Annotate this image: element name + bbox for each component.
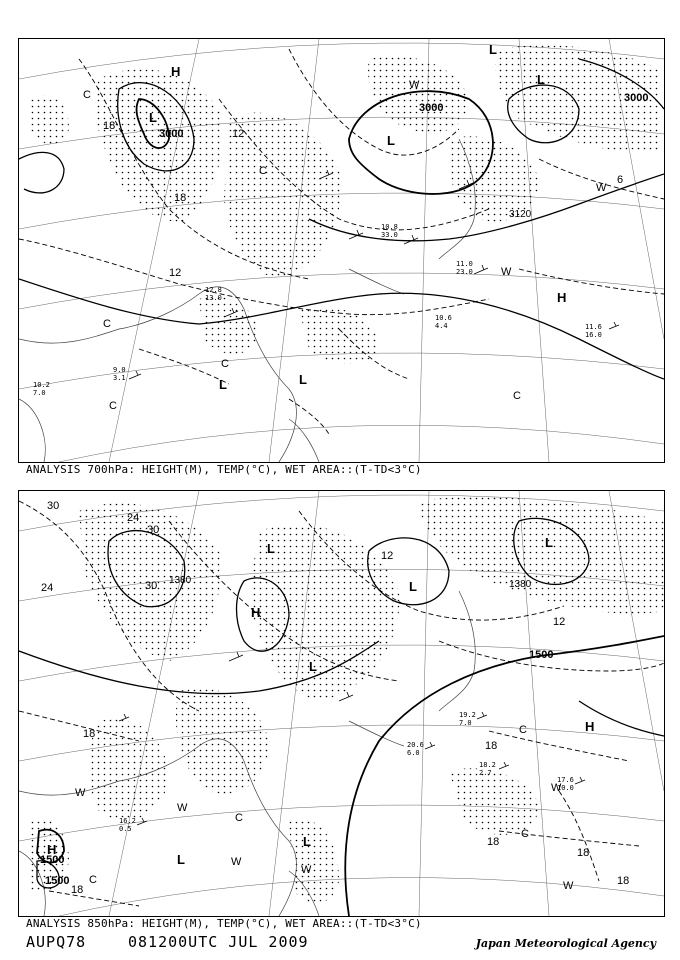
cold-mark: C — [521, 828, 529, 840]
cold-mark: C — [235, 812, 243, 824]
temp-label: 18 — [71, 884, 84, 896]
station-dewpoint: 16.0 — [585, 331, 602, 339]
station-dewpoint: 6.0 — [407, 749, 420, 757]
height-label: 3000 — [624, 92, 649, 104]
low-center: L — [267, 541, 275, 556]
chart-code: AUPQ78 — [26, 933, 87, 951]
warm-mark: W — [301, 864, 312, 876]
temp-label: 12 — [232, 128, 245, 140]
height-label: 1500 — [40, 854, 65, 866]
station-temp: 11.0 — [456, 260, 473, 268]
wet-area-dots — [29, 45, 659, 364]
low-center: L — [545, 535, 553, 550]
temp-label: 30 — [145, 580, 158, 592]
station-temp: 16.2 — [119, 817, 136, 825]
high-center: H — [585, 719, 595, 734]
temp-label: 30 — [47, 500, 60, 512]
warm-mark: W — [231, 856, 242, 868]
station-temp: 18.2 — [479, 761, 496, 769]
station-dewpoint: 13.0 — [205, 294, 222, 302]
temp-label: 18 — [577, 847, 590, 859]
temp-label: 18 — [83, 728, 96, 740]
warm-mark: W — [596, 182, 607, 194]
cold-mark: C — [513, 390, 521, 402]
temp-label: 30 — [147, 524, 160, 536]
station-temp: 19.2 — [459, 711, 476, 719]
temp-label: 18 — [103, 120, 116, 132]
station-dewpoint: 23.0 — [456, 268, 473, 276]
cold-mark: C — [89, 874, 97, 886]
temp-label: 12 — [381, 550, 394, 562]
station-dewpoint: 33.0 — [381, 231, 398, 239]
low-center: L — [219, 377, 227, 392]
station-temp: 11.6 — [585, 323, 602, 331]
warm-mark: W — [409, 79, 420, 91]
cold-mark: C — [83, 89, 91, 101]
map-panel-700hpa — [18, 38, 665, 463]
temp-label: 6 — [617, 174, 624, 186]
low-center: L — [299, 372, 307, 387]
cold-mark: C — [109, 400, 117, 412]
height-label: 1500 — [45, 875, 70, 887]
agency-name: Japan Meteorological Agency — [475, 937, 656, 950]
panel-850-caption: ANALYSIS 850hPa: HEIGHT(M), TEMP(°C), WET AREA::(T-TD<3°C) — [26, 917, 422, 930]
panel-700-caption: ANALYSIS 700hPa: HEIGHT(M), TEMP(°C), WET AREA::(T-TD<3°C) — [26, 463, 422, 476]
temp-label: 24 — [41, 582, 54, 594]
station-temp: 10.6 — [435, 314, 452, 322]
station-temp: 10.8 — [381, 223, 398, 231]
height-label: 3120 — [509, 209, 532, 220]
temp-label: 24 — [127, 512, 140, 524]
low-center: L — [309, 659, 317, 674]
temp-label: 18 — [617, 875, 630, 887]
cold-mark: C — [221, 358, 229, 370]
temp-label: 12 — [553, 616, 566, 628]
low-center: L — [387, 133, 395, 148]
station-temp: 17.6 — [557, 776, 574, 784]
station-temp: 9.0 — [113, 366, 126, 374]
height-label: 1380 — [509, 579, 532, 590]
station-temp: 12.8 — [205, 286, 222, 294]
map-700hpa-svg — [19, 39, 664, 462]
station-temp: 10.2 — [33, 381, 50, 389]
station-dewpoint: 2.7 — [479, 769, 492, 777]
station-dewpoint: 4.4 — [435, 322, 448, 330]
height-label: 3000 — [419, 102, 444, 114]
high-center: H — [557, 290, 567, 305]
warm-mark: W — [177, 802, 188, 814]
station-dewpoint: 7.0 — [459, 719, 472, 727]
height-label: 1380 — [169, 575, 192, 586]
low-center: L — [537, 72, 545, 87]
low-center: L — [149, 110, 157, 125]
station-dewpoint: 3.1 — [113, 374, 126, 382]
warm-mark: W — [75, 787, 86, 799]
warm-mark: W — [563, 880, 574, 892]
temp-label: 18 — [485, 740, 498, 752]
low-center: L — [303, 834, 311, 849]
station-dewpoint: 10.0 — [557, 784, 574, 792]
valid-time: 081200UTC JUL 2009 — [128, 933, 309, 951]
height-label: 3000 — [159, 128, 184, 140]
temp-label: 18 — [174, 192, 187, 204]
station-dewpoint: 7.0 — [33, 389, 46, 397]
warm-mark: W — [501, 266, 512, 278]
station-temp: 20.6 — [407, 741, 424, 749]
station-dewpoint: 0.5 — [119, 825, 132, 833]
map-panel-850hpa — [18, 490, 665, 917]
map-850hpa-svg — [19, 491, 664, 916]
high-center: H — [47, 842, 57, 857]
temp-label: 12 — [169, 267, 182, 279]
height-label: 1500 — [529, 649, 554, 661]
cold-mark: C — [259, 165, 267, 177]
warm-mark: W — [551, 782, 562, 794]
cold-mark: C — [519, 724, 527, 736]
cold-mark: C — [103, 318, 111, 330]
high-center: H — [251, 605, 261, 620]
low-center: L — [409, 579, 417, 594]
temp-label: 18 — [487, 836, 500, 848]
low-center: L — [489, 42, 497, 57]
high-center: H — [171, 64, 181, 79]
low-center: L — [177, 852, 185, 867]
